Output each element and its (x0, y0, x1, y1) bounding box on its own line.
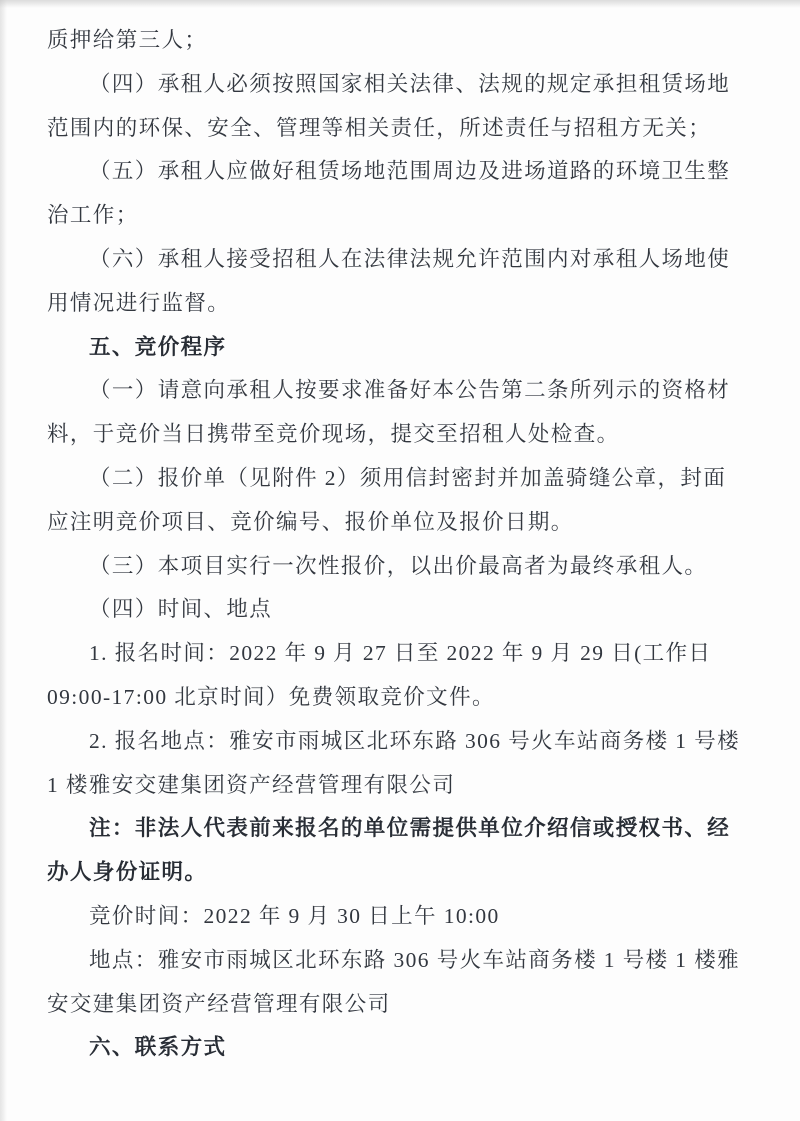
text-line: 1. 报名时间：2022 年 9 月 27 日至 2022 年 9 月 29 日(工作日 (89, 641, 712, 666)
text-line: 应注明竞价项目、竞价编号、报价单位及报价日期。 (47, 509, 574, 534)
heading-line: 注：非法人代表前来报名的单位需提供单位介绍信或授权书、经 (89, 816, 731, 841)
heading-line: 办人身份证明。 (47, 860, 208, 885)
text-line: 范围内的环保、安全、管理等相关责任，所述责任与招租方无关； (47, 115, 712, 140)
text-line: 竞价时间：2022 年 9 月 30 日上午 10:00 (89, 903, 500, 928)
text-line: 治工作； (47, 203, 139, 228)
heading-line: 五、竞价程序 (89, 334, 227, 359)
text-line: （六）承租人接受招租人在法律法规允许范围内对承租人场地使 (89, 246, 731, 271)
text-line: 料，于竞价当日携带至竞价现场，提交至招租人处检查。 (47, 422, 620, 447)
text-line: 地点：雅安市雨城区北环东路 306 号火车站商务楼 1 号楼 1 楼雅 (89, 947, 741, 972)
text-line: （四）承租人必须按照国家相关法律、法规的规定承担租赁场地 (89, 71, 731, 96)
text-line: （一）请意向承租人按要求准备好本公告第二条所列示的资格材 (89, 378, 731, 403)
text-line: （二）报价单（见附件 2）须用信封密封并加盖骑缝公章，封面 (89, 465, 727, 490)
text-line: 1 楼雅安交建集团资产经营管理有限公司 (47, 772, 456, 797)
document-body (47, 19, 759, 1070)
text-line: （五）承租人应做好租赁场地范围周边及进场道路的环境卫生整 (89, 159, 731, 184)
text-line: 09:00-17:00 北京时间）免费领取竞价文件。 (47, 684, 495, 709)
text-line: （三）本项目实行一次性报价，以出价最高者为最终承租人。 (89, 553, 708, 578)
text-line: 2. 报名地点：雅安市雨城区北环东路 306 号火车站商务楼 1 号楼 (89, 728, 741, 753)
text-line: 质押给第三人； (47, 28, 208, 52)
text-line: 用情况进行监督。 (47, 290, 231, 315)
heading-line: 六、联系方式 (89, 1035, 227, 1060)
text-line: 安交建集团资产经营管理有限公司 (47, 991, 391, 1016)
text-line: （四）时间、地点 (89, 597, 273, 622)
